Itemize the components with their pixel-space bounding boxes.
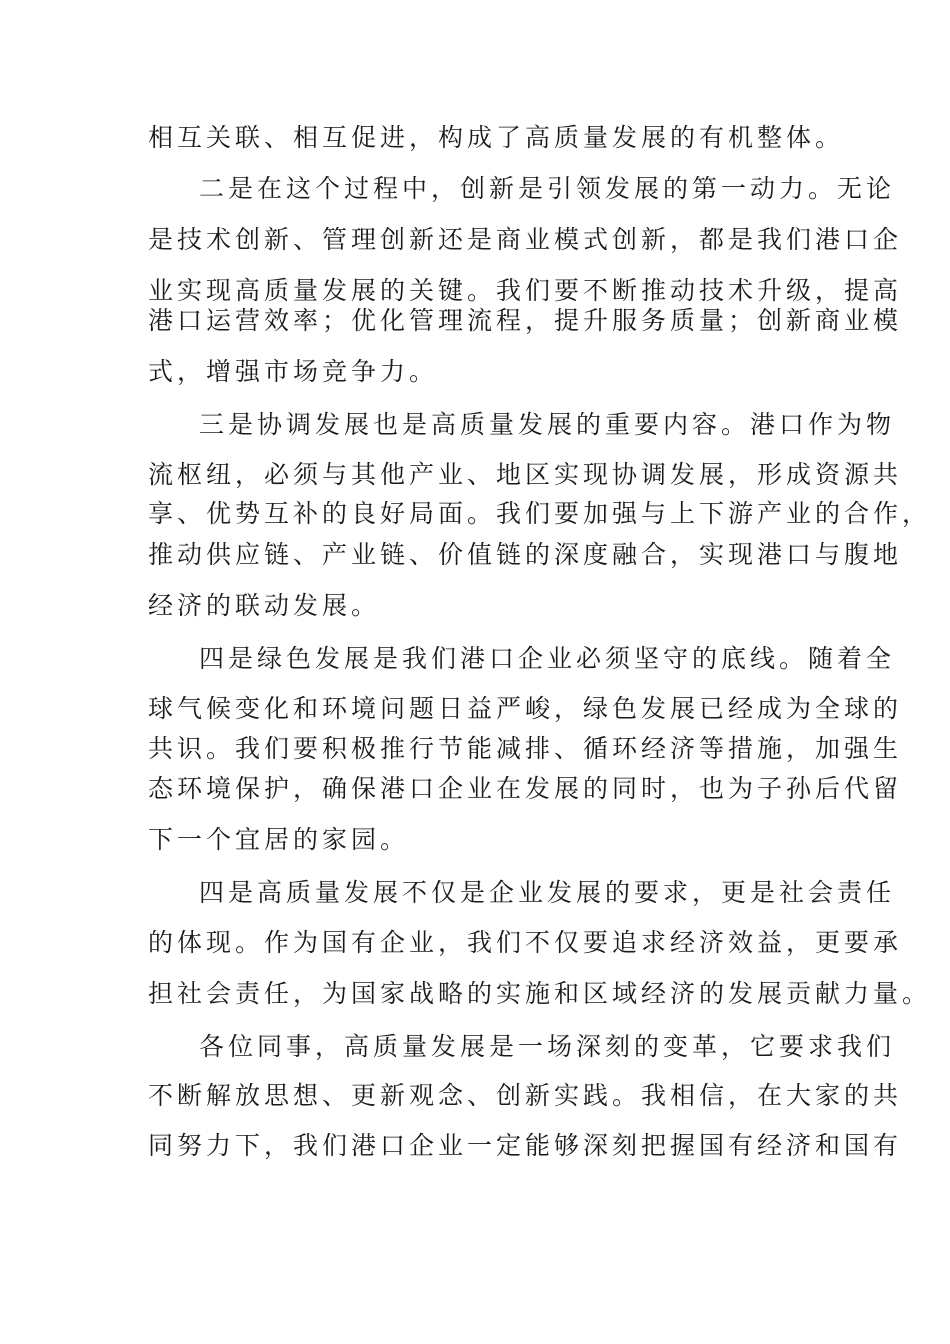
paragraph-first-line: 四是绿色发展是我们港口企业必须坚守的底线。随着全 (199, 644, 896, 673)
text-line: 下一个宜居的家园。 (148, 825, 410, 854)
text-line: 港口运营效率；优化管理流程，提升服务质量；创新商业模 (148, 306, 903, 335)
text-line: 态环境保护，确保港口企业在发展的同时，也为子孙后代留 (148, 774, 903, 803)
text-line: 推动供应链、产业链、价值链的深度融合，实现港口与腹地 (148, 540, 903, 569)
text-line: 经济的联动发展。 (148, 591, 381, 620)
text-line: 业实现高质量发展的关键。我们要不断推动技术升级，提高 (148, 276, 903, 305)
text-line: 同努力下，我们港口企业一定能够深刻把握国有经济和国有 (148, 1131, 903, 1160)
paragraph-first-line: 各位同事，高质量发展是一场深刻的变革，它要求我们 (199, 1032, 896, 1061)
text-line: 共识。我们要积极推行节能减排、循环经济等措施，加强生 (148, 734, 903, 763)
text-line: 的体现。作为国有企业，我们不仅要追求经济效益，更要承 (148, 928, 903, 957)
text-line: 相互关联、相互促进，构成了高质量发展的有机整体。 (148, 123, 845, 152)
text-line: 流枢纽，必须与其他产业、地区实现协调发展，形成资源共 (148, 460, 903, 489)
text-line: 式，增强市场竞争力。 (148, 357, 439, 386)
paragraph-first-line: 三是协调发展也是高质量发展的重要内容。港口作为物 (199, 410, 896, 439)
text-line: 球气候变化和环境问题日益严峻，绿色发展已经成为全球的 (148, 694, 903, 723)
text-line: 不断解放思想、更新观念、创新实践。我相信，在大家的共 (148, 1081, 903, 1110)
paragraph-first-line: 二是在这个过程中，创新是引领发展的第一动力。无论 (199, 174, 896, 203)
text-line: 享、优势互补的良好局面。我们要加强与上下游产业的合作， (148, 499, 932, 528)
paragraph-first-line: 四是高质量发展不仅是企业发展的要求，更是社会责任 (199, 878, 896, 907)
text-line: 是技术创新、管理创新还是商业模式创新，都是我们港口企 (148, 225, 903, 254)
text-line: 担社会责任，为国家战略的实施和区域经济的发展贡献力量。 (148, 979, 932, 1008)
